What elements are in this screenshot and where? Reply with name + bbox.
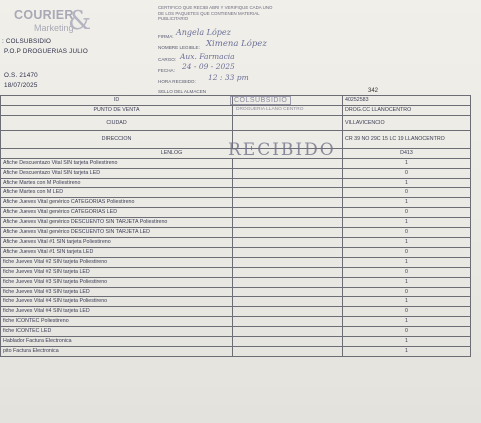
order-number: O.S. 21470 xyxy=(4,72,38,79)
info-label: ID xyxy=(1,96,233,106)
table-row xyxy=(1,346,471,356)
item-spacer xyxy=(233,317,343,327)
table-row xyxy=(1,237,471,247)
item-quantity: 1 xyxy=(343,337,471,347)
item-quantity: 1 xyxy=(343,178,471,188)
item-name: Afiche Descuentazo Vital SIN tarjeta LED xyxy=(1,168,233,178)
item-quantity: 1 xyxy=(343,198,471,208)
info-spacer xyxy=(233,105,343,115)
info-spacer xyxy=(233,115,343,130)
fecha-value: 24 - 09 - 2025 xyxy=(182,62,235,71)
firma-signature: Angela López xyxy=(176,28,231,37)
sello-label: SELLO DEL ALMACEN xyxy=(158,89,207,94)
info-spacer xyxy=(233,96,343,106)
table-row xyxy=(1,257,471,267)
info-spacer xyxy=(233,130,343,148)
item-name: Afiche Martes con M LED xyxy=(1,188,233,198)
table-row xyxy=(1,198,471,208)
info-row-punto-venta xyxy=(1,105,471,115)
item-name: Afiche Jueves Vital #1 SIN tarjeta LED xyxy=(1,247,233,257)
item-spacer xyxy=(233,297,343,307)
info-value: DROG.CC LLANOCENTRO xyxy=(343,105,471,115)
item-spacer xyxy=(233,337,343,347)
item-quantity: 1 xyxy=(343,218,471,228)
info-row-id xyxy=(1,96,471,106)
recipient-company: : COLSUBSIDIO xyxy=(2,38,52,45)
item-spacer xyxy=(233,208,343,218)
item-name: fiche Jueves Vital #2 SIN tarjeta LED xyxy=(1,267,233,277)
info-row-direccion xyxy=(1,130,471,148)
item-name: Afiche Jueves Vital genérico DESCUENTO SIN TARJETA Poliestireno xyxy=(1,218,233,228)
item-name: pito Factura Electronica xyxy=(1,346,233,356)
stamp-received: RECIBIDO xyxy=(228,140,336,160)
item-quantity: 0 xyxy=(343,287,471,297)
item-spacer xyxy=(233,247,343,257)
table-row xyxy=(1,208,471,218)
info-label: DIRECCION xyxy=(1,130,233,148)
item-name: Afiche Jueves Vital #1 SIN tarjeta Poliestireno xyxy=(1,237,233,247)
item-spacer xyxy=(233,198,343,208)
item-quantity: 0 xyxy=(343,208,471,218)
item-spacer xyxy=(233,228,343,238)
table-row xyxy=(1,297,471,307)
item-spacer xyxy=(233,346,343,356)
item-name: fiche Jueves Vital #3 SIN tarjeta Poliestireno xyxy=(1,277,233,287)
item-quantity: 0 xyxy=(343,188,471,198)
item-name: Afiche Jueves Vital genérico DESCUENTO SIN TARJETA LED xyxy=(1,228,233,238)
info-value: 40252583 xyxy=(343,96,471,106)
item-spacer xyxy=(233,257,343,267)
table-row xyxy=(1,188,471,198)
table-row xyxy=(1,158,471,168)
logo-ampersand: & xyxy=(68,6,92,36)
item-name: Afiche Descuentazo Vital SIN tarjeta Poliestireno xyxy=(1,158,233,168)
item-spacer xyxy=(233,178,343,188)
info-row-ciudad xyxy=(1,115,471,130)
table-row xyxy=(1,307,471,317)
item-spacer xyxy=(233,188,343,198)
nombre-value: Ximena López xyxy=(206,39,267,49)
item-quantity: 1 xyxy=(343,346,471,356)
stamp-store: DROGUERIA LLANO CENTRO xyxy=(236,107,304,112)
item-quantity: 1 xyxy=(343,297,471,307)
item-quantity: 0 xyxy=(343,168,471,178)
logo-sub: Marketing xyxy=(34,23,74,33)
delivery-table-body xyxy=(1,96,471,357)
table-row xyxy=(1,228,471,238)
info-label: CIUDAD xyxy=(1,115,233,130)
item-quantity: 0 xyxy=(343,307,471,317)
table-row xyxy=(1,218,471,228)
item-name: Afiche Martes con M Poliestireno xyxy=(1,178,233,188)
order-date: 18/07/2025 xyxy=(4,82,38,89)
info-label: PUNTO DE VENTA xyxy=(1,105,233,115)
item-quantity: 0 xyxy=(343,247,471,257)
item-quantity: 0 xyxy=(343,228,471,238)
column-header-code: D413 xyxy=(343,148,471,158)
table-row xyxy=(1,267,471,277)
hora-label: HORA RECIBIDO: xyxy=(158,79,196,84)
certificate-text: CERTIFICO QUE RECIBI ABRI Y VERIFIQUE CADA UNO DE LOS PAQUETES QUE CONTIENEN MATERIAL PUBLICITARIO xyxy=(158,5,273,22)
delivery-table xyxy=(0,95,471,357)
table-row xyxy=(1,277,471,287)
item-spacer xyxy=(233,287,343,297)
table-row xyxy=(1,178,471,188)
item-quantity: 1 xyxy=(343,317,471,327)
table-row xyxy=(1,327,471,337)
item-spacer xyxy=(233,277,343,287)
table-row xyxy=(1,168,471,178)
courier-marketing-logo xyxy=(14,6,92,42)
item-spacer xyxy=(233,158,343,168)
stamp-company: COLSUBSIDIO xyxy=(230,96,291,105)
item-quantity: 1 xyxy=(343,257,471,267)
item-name: Afiche Jueves Vital genérico CATEGORIAS Poliestireno xyxy=(1,198,233,208)
firma-label: FIRMA: xyxy=(158,34,174,39)
item-spacer xyxy=(233,168,343,178)
item-name: fiche Jueves Vital #2 SIN tarjeta Poliestireno xyxy=(1,257,233,267)
item-name: Afiche Jueves Vital genérico CATEGORIAS LED xyxy=(1,208,233,218)
item-spacer xyxy=(233,267,343,277)
table-row xyxy=(1,247,471,257)
column-header-label: LENLOG xyxy=(1,148,343,158)
table-header-row xyxy=(1,148,471,158)
logo-word: COURIER xyxy=(14,8,74,22)
table-row xyxy=(1,317,471,327)
item-name: Hablador Factura Electronica xyxy=(1,337,233,347)
info-value: VILLAVICENCIO xyxy=(343,115,471,130)
cargo-value: Aux. Farmacia xyxy=(180,52,235,61)
info-value: CR 39 NO 29C 15 LC 19 LLANOCENTRO xyxy=(343,130,471,148)
nombre-label: NOMBRE LEGIBLE: xyxy=(158,45,200,50)
item-quantity: 1 xyxy=(343,277,471,287)
item-name: fiche Jueves Vital #4 SIN tarjeta Poliestireno xyxy=(1,297,233,307)
item-spacer xyxy=(233,327,343,337)
document-number: 342 xyxy=(368,88,379,94)
cargo-label: CARGO: xyxy=(158,57,177,62)
hora-value: 12 : 33 pm xyxy=(208,73,249,82)
item-quantity: 0 xyxy=(343,267,471,277)
item-name: fiche ICONTEC LED xyxy=(1,327,233,337)
recipient-store: P.O.P DROGUERIAS JULIO xyxy=(4,48,88,55)
item-quantity: 1 xyxy=(343,237,471,247)
fecha-label: FECHA: xyxy=(158,68,175,73)
table-row xyxy=(1,337,471,347)
item-name: fiche ICONTEC Poliestireno xyxy=(1,317,233,327)
item-spacer xyxy=(233,237,343,247)
item-spacer xyxy=(233,218,343,228)
item-name: fiche Jueves Vital #3 SIN tarjeta LED xyxy=(1,287,233,297)
item-quantity: 1 xyxy=(343,158,471,168)
item-spacer xyxy=(233,307,343,317)
item-name: fiche Jueves Vital #4 SIN tarjeta LED xyxy=(1,307,233,317)
table-row xyxy=(1,287,471,297)
item-quantity: 0 xyxy=(343,327,471,337)
